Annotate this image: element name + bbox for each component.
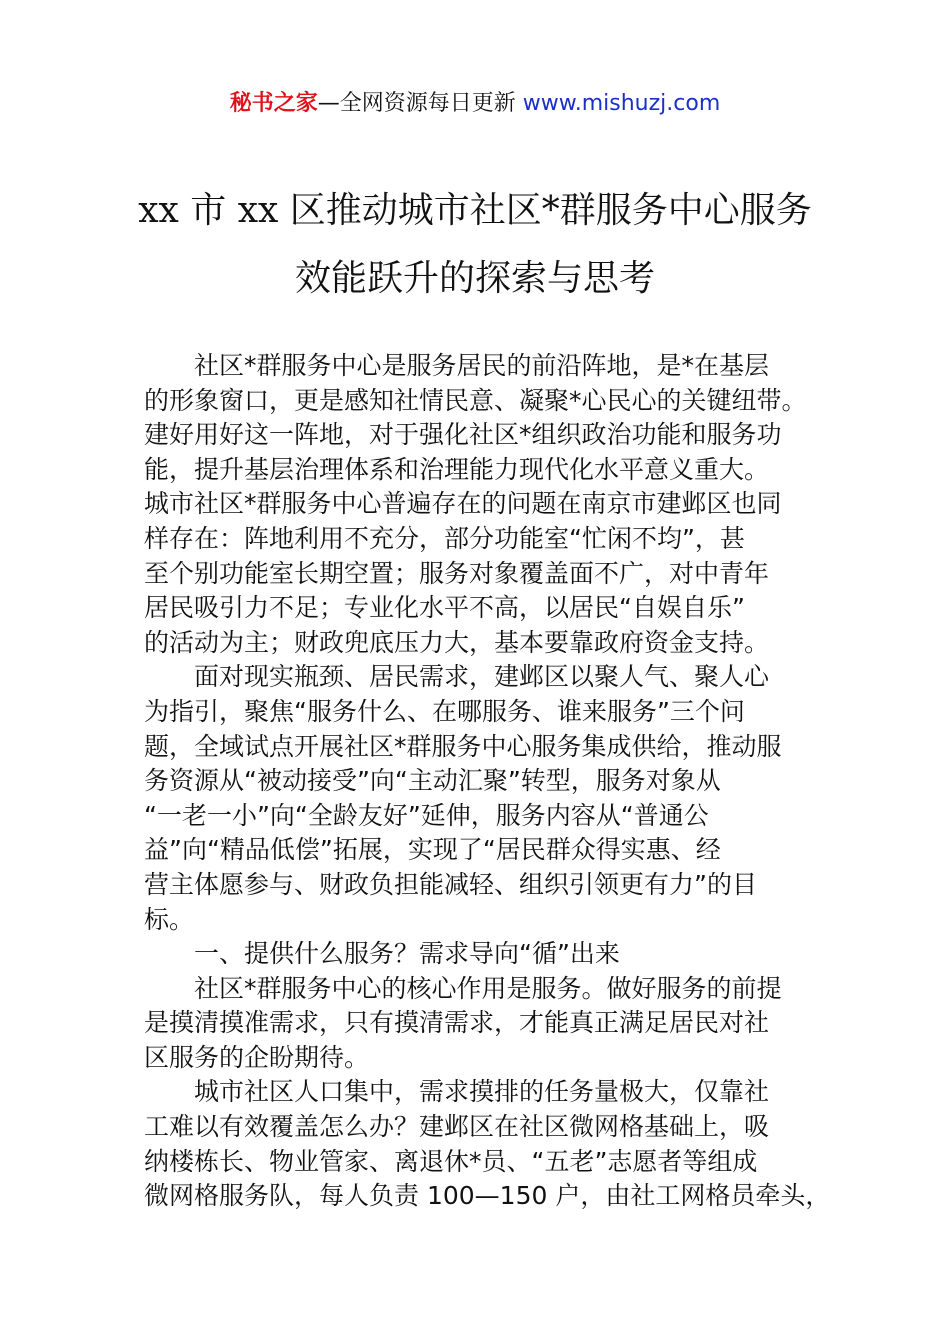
body-line: 的活动为主；财政兜底压力大，基本要靠政府资金支持。	[144, 627, 770, 657]
body-line: 样存在：阵地利用不充分，部分功能室“忙闲不均”，甚	[144, 523, 745, 553]
header-tagline: —全网资源每日更新	[317, 91, 523, 116]
body-line: 务资源从“被动接受”向“主动汇聚”转型，服务对象从	[144, 766, 721, 796]
body-line: 社区*群服务中心的核心作用是服务。做好服务的前提	[144, 973, 782, 1003]
body-line: 的形象窗口，更是感知社情民意、凝聚*心民心的关键纽带。	[144, 385, 807, 415]
body-line: 益”向“精品低偿”拓展，实现了“居民群众得实惠、经	[144, 835, 721, 865]
body-line: 城市社区*群服务中心普遍存在的问题在南京市建邺区也同	[144, 489, 782, 519]
body-line: 纳楼栋长、物业管家、离退休*员、“五老”志愿者等组成	[144, 1146, 758, 1176]
body-line: 工难以有效覆盖怎么办？建邺区在社区微网格基础上，吸	[144, 1112, 770, 1142]
body-line: 为指引，聚焦“服务什么、在哪服务、谁来服务”三个问	[144, 696, 745, 726]
document-body	[144, 349, 831, 1214]
body-line: 一、提供什么服务？需求导向“循”出来	[144, 939, 620, 969]
site-url-link[interactable]: www.mishuzj.com	[522, 91, 721, 116]
brand-name: 秘书之家	[229, 91, 318, 116]
site-header	[0, 88, 950, 120]
body-line: 社区*群服务中心是服务居民的前沿阵地，是*在基层	[144, 351, 770, 380]
body-line: 题，全域试点开展社区*群服务中心服务集成供给，推动服	[144, 731, 782, 761]
body-line: 区服务的企盼期待。	[144, 1042, 370, 1072]
document-title-line-2: 效能跃升的探索与思考	[294, 258, 655, 299]
body-line: 营主体愿参与、财政负担能减轻、组织引领更有力”的目	[144, 869, 757, 899]
body-line: 微网格服务队，每人负责 100—150 户，由社工网格员牵头，	[144, 1181, 831, 1211]
body-line: 居民吸引力不足；专业化水平不高，以居民“自娱自乐”	[144, 593, 745, 623]
body-line: 建好用好这一阵地，对于强化社区*组织政治功能和服务功	[144, 420, 782, 450]
document-title-line-1: xx 市 xx 区推动城市社区*群服务中心服务	[138, 190, 812, 231]
body-line: 至个别功能室长期空置；服务对象覆盖面不广，对中青年	[144, 558, 770, 588]
body-line: 面对现实瓶颈、居民需求，建邺区以聚人气、聚人心	[144, 662, 770, 692]
body-line: “一老一小”向“全龄友好”延伸，服务内容从“普通公	[144, 800, 709, 830]
body-line: 能，提升基层治理体系和治理能力现代化水平意义重大。	[144, 454, 770, 484]
body-line: 标。	[144, 904, 195, 934]
body-line: 城市社区人口集中，需求摸排的任务量极大，仅靠社	[144, 1077, 770, 1107]
body-line: 是摸清摸准需求，只有摸清需求，才能真正满足居民对社	[144, 1008, 770, 1038]
